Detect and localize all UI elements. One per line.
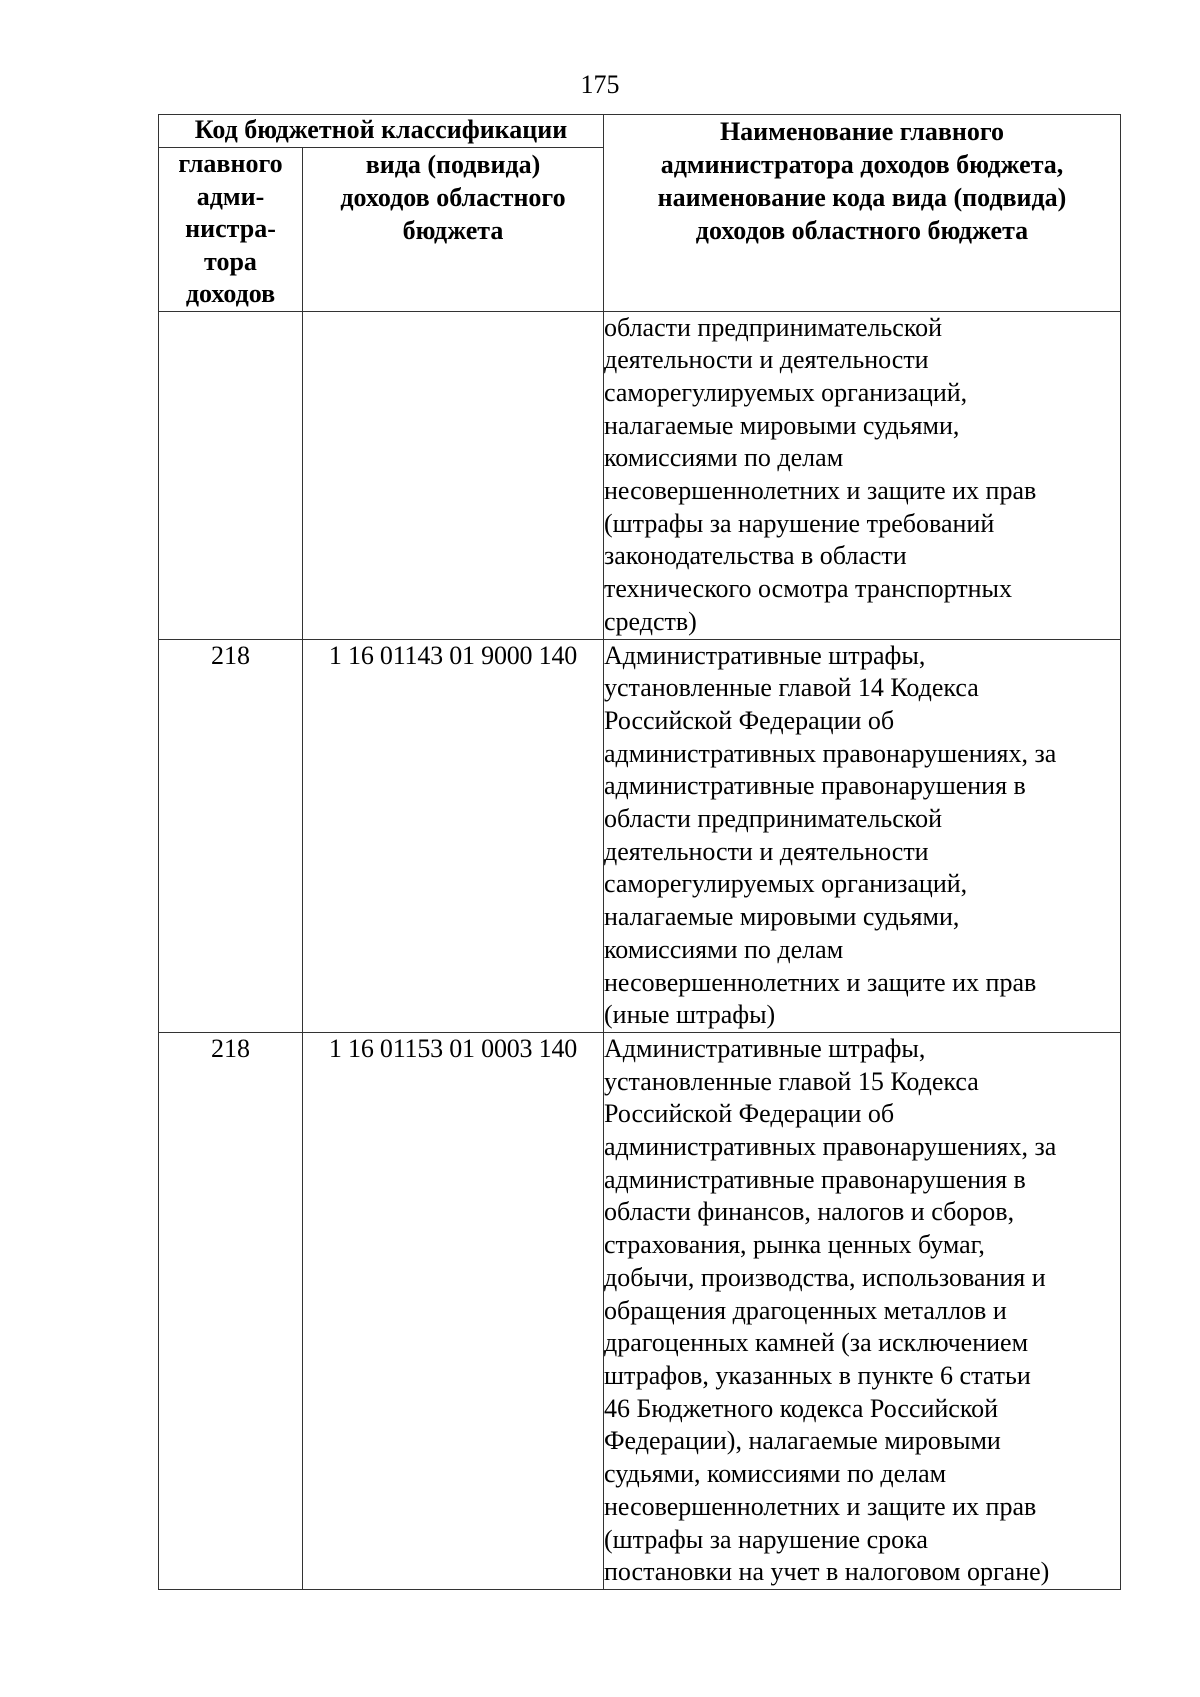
description-line: административных правонарушениях, за: [604, 738, 1057, 768]
description-line: (штрафы за нарушение требований: [604, 508, 995, 538]
description-line: комиссиями по делам: [604, 934, 844, 964]
description-line: судьями, комиссиями по делам: [604, 1459, 947, 1489]
table-body: [159, 311, 1121, 1589]
description-line: установленные главой 15 Кодекса: [604, 1066, 979, 1096]
description-line: области предпринимательской: [604, 312, 943, 342]
description-line: саморегулируемых организаций,: [604, 869, 968, 899]
description-line: постановки на учет в налоговом органе): [604, 1557, 1050, 1587]
description-line: законодательства в области: [604, 541, 907, 571]
description-line: Административные штрафы,: [604, 640, 926, 670]
header-name-column: [604, 115, 1121, 312]
header-code-column: [303, 148, 604, 312]
description-line: драгоценных камней (за исключением: [604, 1328, 1029, 1358]
description-line: налагаемые мировыми судьями,: [604, 902, 960, 932]
header-admin-column: [159, 148, 303, 312]
header-code-line: вида (подвида): [365, 150, 541, 179]
description-line: Российской Федерации об: [604, 705, 895, 735]
header-admin-line: нистра-: [185, 214, 276, 243]
description-line: области финансов, налогов и сборов,: [604, 1197, 1015, 1227]
description-line: (штрафы за нарушение срока: [604, 1524, 928, 1554]
description-line: (иные штрафы): [604, 1000, 776, 1030]
description-line: административные правонарушения в: [604, 1164, 1026, 1194]
description-line: административных правонарушениях, за: [604, 1132, 1057, 1162]
description-line: технического осмотра транспортных: [604, 574, 1013, 604]
description-cell: [604, 311, 1121, 639]
description-line: административные правонарушения в: [604, 771, 1026, 801]
description-line: 46 Бюджетного кодекса Российской: [604, 1393, 999, 1423]
table-row: [159, 639, 1121, 1032]
description-line: установленные главой 14 Кодекса: [604, 673, 979, 703]
admin-code-cell: [159, 311, 303, 639]
income-type-code-cell: [303, 311, 604, 639]
admin-code-cell: 218: [159, 1032, 303, 1589]
description-line: области предпринимательской: [604, 804, 943, 834]
table-row: [159, 311, 1121, 639]
header-admin-line: доходов: [185, 279, 276, 308]
description-line: Административные штрафы,: [604, 1033, 926, 1063]
header-name-line: Наименование главного: [719, 117, 1005, 146]
table-row: [159, 1032, 1121, 1589]
description-line: несовершеннолетних и защите их прав: [604, 967, 1037, 997]
income-type-code-cell: 1 16 01143 01 9000 140: [303, 639, 604, 1032]
description-line: Федерации), налагаемые мировыми: [604, 1426, 1001, 1456]
header-admin-line: тора: [204, 246, 257, 276]
header-admin-line: главного: [178, 149, 283, 178]
description-line: Российской Федерации об: [604, 1099, 895, 1129]
description-line: несовершеннолетних и защите их прав: [604, 476, 1037, 506]
budget-classification-table: [158, 114, 1121, 1590]
description-line: обращения драгоценных металлов и: [604, 1295, 1007, 1325]
admin-code-cell: 218: [159, 639, 303, 1032]
description-line: штрафов, указанных в пункте 6 статьи: [604, 1361, 1031, 1390]
header-admin-line: адми-: [196, 181, 265, 211]
page-number: 175: [580, 70, 620, 99]
description-line: страхования, рынка ценных бумаг,: [604, 1230, 985, 1260]
header-code-line: бюджета: [402, 216, 504, 245]
description-line: деятельности и деятельности: [604, 345, 929, 375]
description-line: средств): [604, 606, 697, 636]
header-name-line: доходов областного бюджета: [695, 216, 1029, 245]
description-line: несовершеннолетних и защите их прав: [604, 1491, 1037, 1521]
description-cell: [604, 639, 1121, 1032]
header-name-line: наименование кода вида (подвида): [657, 183, 1067, 212]
description-cell: [604, 1032, 1121, 1589]
description-line: деятельности и деятельности: [604, 836, 929, 866]
header-code-line: доходов областного: [340, 183, 566, 212]
income-type-code-cell: 1 16 01153 01 0003 140: [303, 1032, 604, 1589]
description-line: комиссиями по делам: [604, 443, 844, 473]
header-budget-classification-code: Код бюджетной классификации: [159, 115, 604, 148]
description-line: добычи, производства, использования и: [604, 1262, 1046, 1292]
description-line: налагаемые мировыми судьями,: [604, 410, 960, 440]
table-header: [159, 115, 1121, 312]
description-line: саморегулируемых организаций,: [604, 377, 968, 407]
header-name-line: администратора доходов бюджета,: [660, 150, 1064, 179]
